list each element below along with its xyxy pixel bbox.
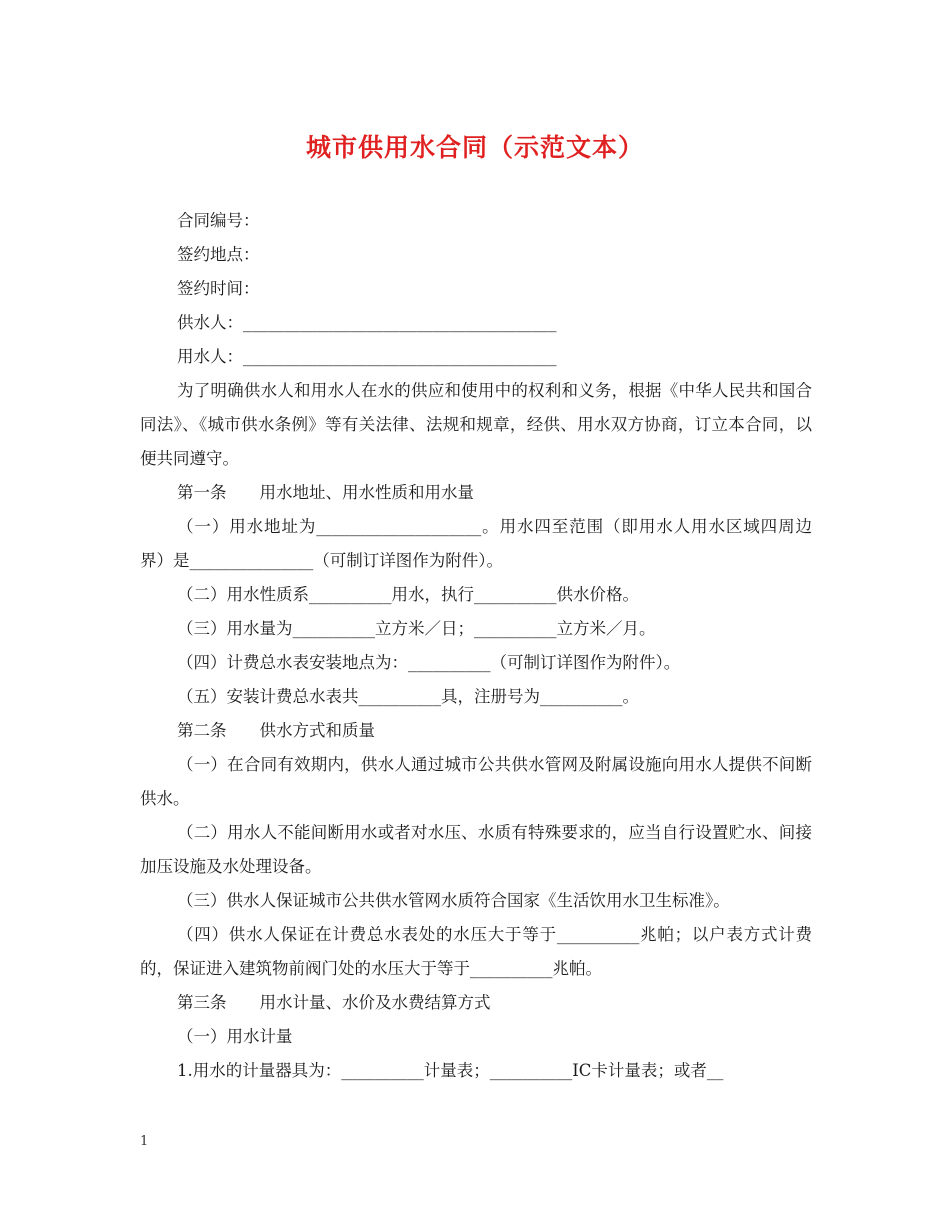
document-body (140, 204, 812, 1088)
supplier-line: 供水人：______________________________________ (177, 313, 557, 332)
article-2-clause-2: （二）用水人不能间断用水或者对水压、水质有特殊要求的，应当自行设置贮水、间接加压设施及水处理设备。 (140, 823, 812, 876)
page-number: 1 (140, 1134, 149, 1149)
preamble-paragraph: 为了明确供水人和用水人在水的供应和使用中的权利和义务，根据《中华人民共和国合同法》、《城市供水条例》等有关法律、法规和规章，经供、用水双方协商，订立本合同，以便共同遵守。 (140, 381, 812, 468)
signing-time-line: 签约时间： (177, 279, 260, 298)
article-1-heading: 第一条 用水地址、用水性质和用水量 (177, 483, 474, 502)
article-1-clause-3: （三）用水量为__________立方米／日；__________立方米／月。 (177, 619, 656, 638)
article-2-heading: 第二条 供水方式和质量 (177, 721, 375, 740)
article-1-clause-4: （四）计费总水表安装地点为：__________（可制订详图作为附件）。 (177, 653, 681, 672)
article-2-clause-3: （三）供水人保证城市公共供水管网水质符合国家《生活饮用水卫生标准》。 (177, 891, 730, 910)
contract-number-line: 合同编号： (177, 211, 260, 230)
article-2-clause-1: （一）在合同有效期内，供水人通过城市公共供水管网及附属设施向用水人提供不间断供水。 (140, 755, 812, 808)
article-1-clause-1: （一）用水地址为____________________。用水四至范围（即用水人用水区域四周边界）是_______________（可制订详图作为附件）。 (140, 517, 812, 570)
article-2-clause-4: （四）供水人保证在计费总水表处的水压大于等于__________兆帕；以户表方式计费的，保证进入建筑物前阀门处的水压大于等于__________兆帕。 (140, 925, 812, 978)
article-1-clause-5: （五）安装计费总水表共__________具，注册号为__________。 (177, 687, 639, 706)
article-1-clause-2: （二）用水性质系__________用水，执行__________供水价格。 (177, 585, 639, 604)
user-line: 用水人：______________________________________ (177, 347, 557, 366)
document-title: 城市供用水合同（示范文本） (305, 133, 644, 162)
signing-place-line: 签约地点： (177, 245, 260, 264)
article-3-item-1: 1.用水的计量器具为：__________计量表；__________IC卡计量表；或者__ (177, 1061, 724, 1080)
article-3-heading: 第三条 用水计量、水价及水费结算方式 (177, 993, 491, 1012)
article-3-clause-1: （一）用水计量 (177, 1027, 293, 1046)
